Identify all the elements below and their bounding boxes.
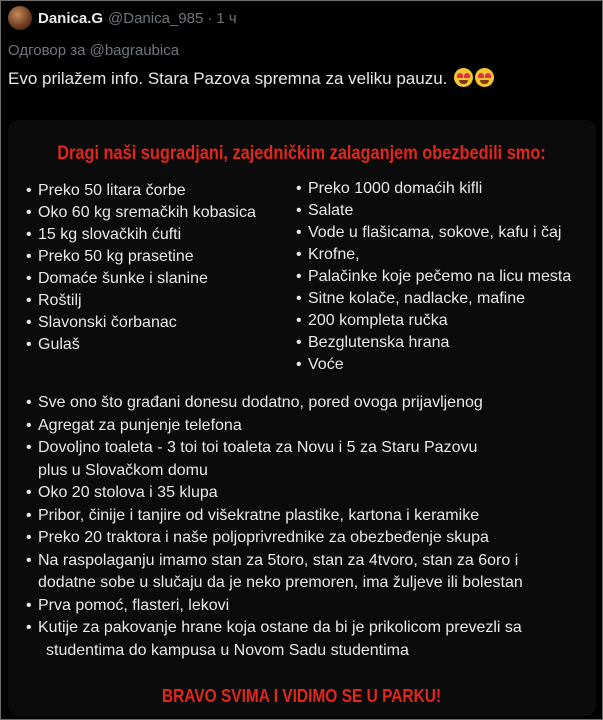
list-item: • Sve ono što građani donesu dodatno, pored ovoga prijavljenog (26, 392, 591, 415)
post-text-line (8, 68, 494, 89)
flyer-heading: Dragi naši sugradjani, zajedničkim zalaganjem obezbedili smo: (57, 143, 546, 164)
post-time[interactable]: 1 ч (216, 9, 237, 27)
list-item: • Preko 1000 domaćih kifli (296, 178, 571, 200)
heart-eyes-emoji-icon (454, 68, 473, 87)
list-item: • Oko 60 kg sremačkih kobasica (26, 202, 256, 224)
list-item-continuation: plus u Slovačkom domu (38, 461, 208, 479)
list-item: • Na raspolaganju imamo stan za 5toro, stan za 4tvoro, stan za 6oro i (26, 550, 591, 573)
list-item: • Palačinke koje pečemo na licu mesta (296, 266, 571, 288)
bottom-list (26, 392, 591, 662)
list-item: • Preko 50 litara čorbe (26, 180, 256, 202)
list-item-text: Dovoljno toaleta - 3 toi toi toaleta za Novu i 5 za Staru Pazovu (38, 439, 478, 456)
list-item: • Agregat za punjenje telefona (26, 415, 591, 438)
list-item (26, 437, 591, 460)
list-item: • Prva pomoć, flasteri, lekovi (26, 595, 591, 618)
list-item: • Kutije za pakovanje hrane koja ostane da bi je prikolicom prevezli sa (26, 617, 591, 640)
list-item: • 15 kg slovačkih ćufti (26, 224, 256, 246)
list-item: • Vode u flašicama, sokove, kafu i čaj (296, 222, 571, 244)
list-item: • Bezglutenska hrana (296, 332, 571, 354)
list-item: • Gulaš (26, 334, 256, 356)
list-item-continuation: studentima do kampusa u Novom Sadu studentima (46, 641, 409, 659)
post-header (8, 6, 237, 30)
list-item: • Pribor, činije i tanjire od višekratne plastike, kartona i keramike (26, 505, 591, 528)
separator: · (207, 9, 213, 27)
list-item: • Oko 20 stolova i 35 klupa (26, 482, 591, 505)
list-item: • 200 kompleta ručka (296, 310, 571, 332)
list-item: • Preko 50 kg prasetine (26, 246, 256, 268)
avatar[interactable] (8, 6, 32, 30)
flyer-footer: BRAVO SVIMA I VIDIMO SE U PARKU! (161, 686, 442, 706)
right-list (296, 178, 571, 376)
list-item: • Krofne, (296, 244, 571, 266)
list-item: • Preko 20 traktora i naše poljoprivrednike za obezbeđenje skupa (26, 527, 591, 550)
heart-eyes-emoji-icon (475, 68, 494, 87)
list-item: • Roštilj (26, 290, 256, 312)
list-item-continuation: dodatne sobe u slučaju da je neko premoren, ima žuljeve ili bolestan (38, 574, 523, 591)
reply-to[interactable]: Одговор за @bagraubica (8, 42, 180, 59)
list-item: • Sitne kolače, nadlacke, mafine (296, 288, 571, 310)
list-item: • Slavonski čorbanac (26, 312, 256, 334)
post-text: Evo prilažem info. Stara Pazova spremna za veliku pauzu. (8, 69, 448, 88)
author-handle[interactable]: @Danica_985 (108, 9, 204, 27)
list-item: • Salate (296, 200, 571, 222)
list-item: • Domaće šunke i slanine (26, 268, 256, 290)
list-item: • Voće (296, 354, 571, 376)
left-list (26, 180, 256, 356)
author-name[interactable]: Danica.G (38, 9, 104, 27)
